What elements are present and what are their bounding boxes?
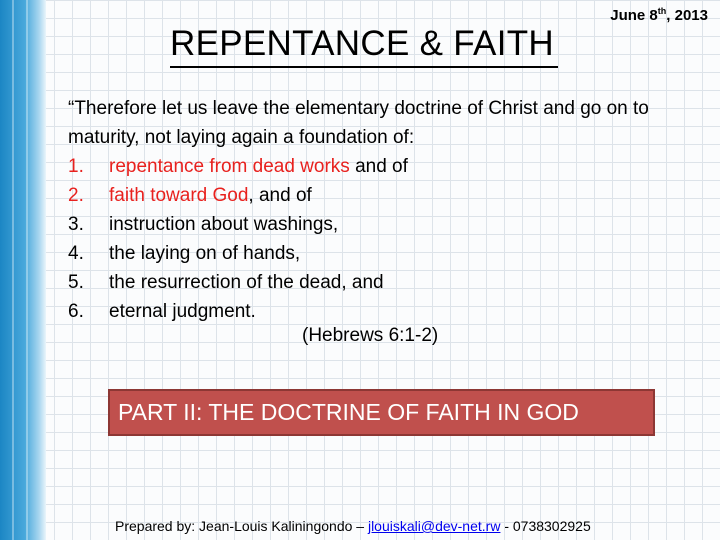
quote-intro: “Therefore let us leave the elementary doctrine of Christ and go on to maturity, not laying again a foundation of: xyxy=(68,98,649,148)
item-number: 2. xyxy=(68,185,84,206)
band-stripe xyxy=(12,0,14,540)
scripture-quote xyxy=(68,94,698,326)
slide-title: REPENTANCE & FAITH xyxy=(170,22,558,68)
item-text: , and of xyxy=(248,185,312,206)
list-item xyxy=(68,152,698,181)
band-stripe xyxy=(26,0,28,540)
date-superscript: th xyxy=(657,6,667,16)
item-number: 6. xyxy=(68,301,84,322)
list-item xyxy=(68,181,698,210)
list-item xyxy=(68,297,698,326)
foundation-list xyxy=(68,152,698,326)
date-text: June 8 xyxy=(610,7,658,24)
list-item xyxy=(68,239,698,268)
scripture-reference: (Hebrews 6:1-2) xyxy=(302,325,439,346)
slide-date xyxy=(610,6,708,24)
list-item xyxy=(68,268,698,297)
left-decorative-band xyxy=(0,0,46,540)
footer-phone: - 0738302925 xyxy=(500,518,591,534)
item-number: 5. xyxy=(68,272,84,293)
email-link[interactable]: jlouiskali@dev-net.rw xyxy=(367,518,501,534)
item-number: 4. xyxy=(68,243,84,264)
item-highlight: faith toward God xyxy=(109,185,249,206)
part-heading-box: PART II: THE DOCTRINE OF FAITH IN GOD xyxy=(108,389,655,436)
item-highlight: repentance from dead works xyxy=(109,156,350,177)
date-year: , 2013 xyxy=(666,7,708,24)
footer-prefix: Prepared by: Jean-Louis Kaliningondo – xyxy=(115,518,368,534)
item-number: 3. xyxy=(68,214,84,235)
item-text: instruction about washings, xyxy=(109,214,339,235)
item-text: the resurrection of the dead, and xyxy=(109,272,384,293)
item-text: eternal judgment. xyxy=(109,301,256,322)
item-text: the laying on of hands, xyxy=(109,243,301,264)
item-text: and of xyxy=(349,156,408,177)
item-number: 1. xyxy=(68,156,84,177)
list-item xyxy=(68,210,698,239)
footer-credit xyxy=(115,518,591,534)
